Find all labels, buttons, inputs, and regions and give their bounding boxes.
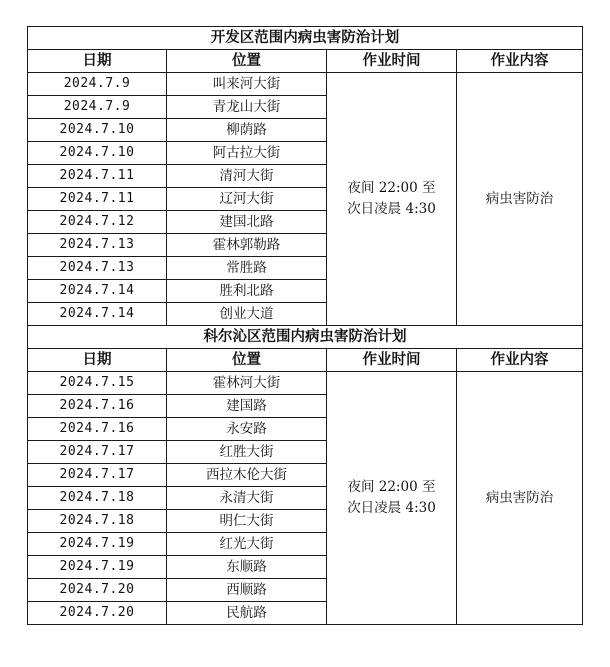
cell-date: 2024.7.14 [28, 303, 167, 326]
header-content: 作业内容 [457, 50, 583, 73]
header-time: 作业时间 [327, 50, 457, 73]
cell-location: 青龙山大街 [167, 96, 327, 119]
cell-location: 建国路 [167, 395, 327, 418]
cell-location: 东顺路 [167, 556, 327, 579]
header-location: 位置 [167, 349, 327, 372]
cell-work-time [327, 73, 457, 326]
cell-work-content: 病虫害防治 [457, 372, 583, 625]
cell-work-time [327, 372, 457, 625]
header-date: 日期 [28, 349, 167, 372]
section-title: 开发区范围内病虫害防治计划 [28, 27, 583, 50]
work-time-line1: 夜间 22:00 至 [347, 479, 436, 495]
cell-location: 西拉木伦大街 [167, 464, 327, 487]
cell-location: 常胜路 [167, 257, 327, 280]
cell-date: 2024.7.13 [28, 234, 167, 257]
section-title-row [28, 27, 583, 50]
cell-date: 2024.7.19 [28, 533, 167, 556]
cell-location: 胜利北路 [167, 280, 327, 303]
cell-location: 叫来河大街 [167, 73, 327, 96]
header-location: 位置 [167, 50, 327, 73]
cell-location: 红光大街 [167, 533, 327, 556]
cell-location: 柳荫路 [167, 119, 327, 142]
work-time-line2: 次日凌晨 4:30 [347, 500, 436, 516]
section-title-row [28, 326, 583, 349]
cell-location: 永清大街 [167, 487, 327, 510]
cell-location: 西顺路 [167, 579, 327, 602]
cell-location: 创业大道 [167, 303, 327, 326]
header-time: 作业时间 [327, 349, 457, 372]
cell-date: 2024.7.20 [28, 579, 167, 602]
cell-date: 2024.7.18 [28, 487, 167, 510]
column-header-row [28, 50, 583, 73]
cell-work-content: 病虫害防治 [457, 73, 583, 326]
cell-location: 民航路 [167, 602, 327, 625]
cell-location: 霍林郭勒路 [167, 234, 327, 257]
cell-date: 2024.7.17 [28, 441, 167, 464]
cell-date: 2024.7.11 [28, 165, 167, 188]
cell-date: 2024.7.9 [28, 73, 167, 96]
cell-date: 2024.7.13 [28, 257, 167, 280]
cell-date: 2024.7.9 [28, 96, 167, 119]
cell-date: 2024.7.18 [28, 510, 167, 533]
cell-date: 2024.7.16 [28, 418, 167, 441]
cell-date: 2024.7.14 [28, 280, 167, 303]
table-row [28, 73, 583, 96]
section-title: 科尔沁区范围内病虫害防治计划 [28, 326, 583, 349]
work-time-line1: 夜间 22:00 至 [347, 180, 436, 196]
cell-location: 辽河大街 [167, 188, 327, 211]
cell-date: 2024.7.15 [28, 372, 167, 395]
column-header-row [28, 349, 583, 372]
cell-location: 红胜大街 [167, 441, 327, 464]
cell-date: 2024.7.19 [28, 556, 167, 579]
work-time-line2: 次日凌晨 4:30 [347, 201, 436, 217]
header-content: 作业内容 [457, 349, 583, 372]
cell-location: 霍林河大街 [167, 372, 327, 395]
cell-date: 2024.7.20 [28, 602, 167, 625]
cell-date: 2024.7.16 [28, 395, 167, 418]
cell-date: 2024.7.11 [28, 188, 167, 211]
cell-date: 2024.7.12 [28, 211, 167, 234]
cell-location: 建国北路 [167, 211, 327, 234]
cell-date: 2024.7.10 [28, 142, 167, 165]
cell-date: 2024.7.10 [28, 119, 167, 142]
cell-location: 阿古拉大街 [167, 142, 327, 165]
header-date: 日期 [28, 50, 167, 73]
table-row [28, 372, 583, 395]
cell-location: 清河大街 [167, 165, 327, 188]
pest-control-plan-table [27, 26, 583, 625]
cell-location: 明仁大街 [167, 510, 327, 533]
plan-table-body [28, 27, 583, 625]
cell-location: 永安路 [167, 418, 327, 441]
cell-date: 2024.7.17 [28, 464, 167, 487]
